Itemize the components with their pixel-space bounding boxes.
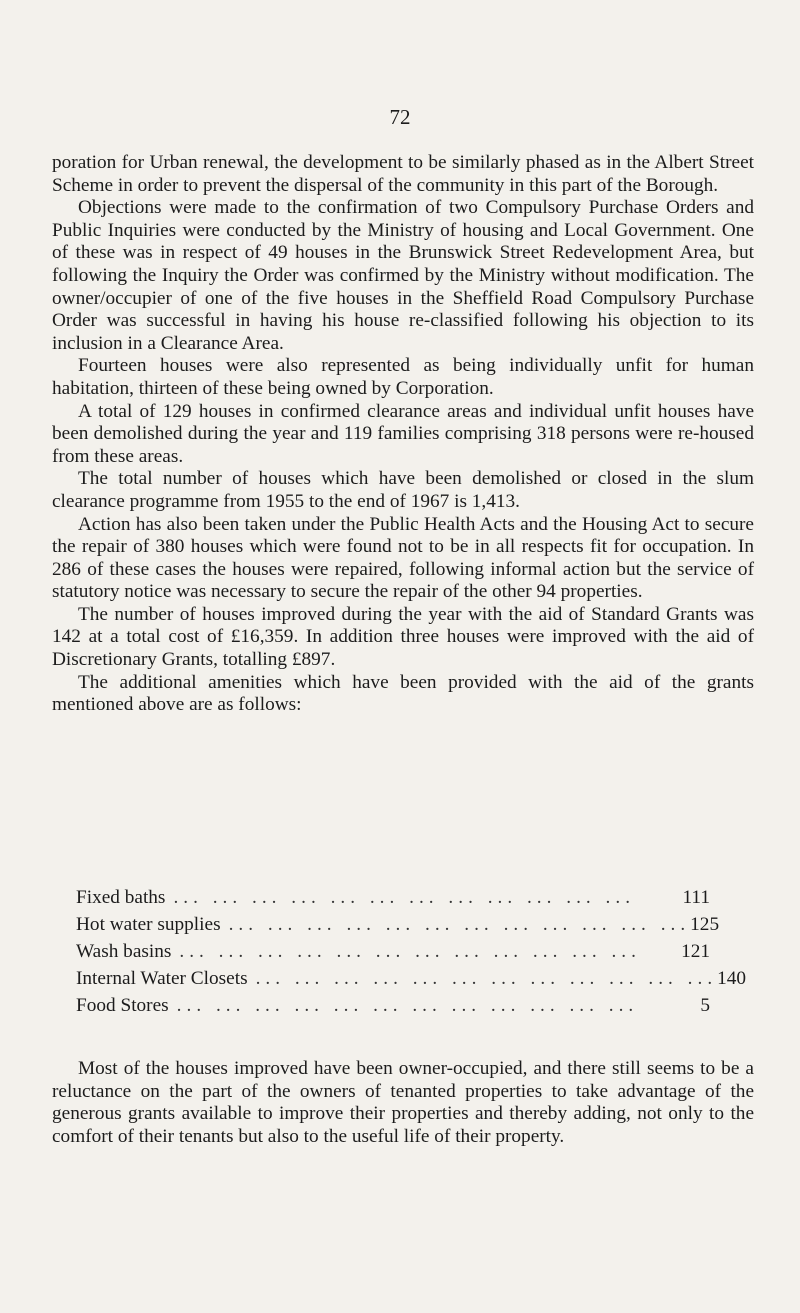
paragraph-continuation: poration for Urban renewal, the development to be similarly phased as in the Albert Street Scheme in order to prevent the dispersal of the community in this part of the Borough.: [52, 152, 754, 196]
amenity-count: 140: [717, 968, 747, 989]
paragraph-amenities-intro: The additional amenities which have been provided with the aid of the grants mentioned above are as follows:: [52, 671, 754, 716]
paragraph-slum-clearance-total: The total number of houses which have been demolished or closed in the slum clearance programme from 1955 to the end of 1967 is 1,413.: [52, 468, 754, 512]
body-text: [52, 152, 754, 717]
amenity-label: Internal Water Closets: [76, 968, 248, 989]
amenity-row: [76, 938, 710, 965]
amenity-count: 125: [690, 914, 720, 935]
paragraph-objections: Objections were made to the confirmation of two Compulsory Purchase Orders and Public Inquiries were conducted by the Ministry of housing and Local Government. One of these was in respect of 49 houses in the Brunswick Street Redevelopment Area, but following the Inquiry the Order was confirmed by the Ministry without modification. The owner/occupier of one of the five houses in the Sheffield Road Compulsory Purchase Order was successful in having his house re-classified following his objection to its inclusion in a Clearance Area.: [52, 197, 754, 354]
amenity-row: [76, 911, 720, 938]
amenity-row: [76, 884, 710, 911]
amenity-count: 5: [700, 995, 710, 1016]
amenity-label: Wash basins: [76, 941, 172, 962]
amenity-count: 111: [682, 887, 710, 908]
amenity-label: Hot water supplies: [76, 914, 221, 935]
paragraph-demolished: A total of 129 houses in confirmed clearance areas and individual unfit houses have been demolished during the year and 119 families comprising 318 persons were re-housed from these areas.: [52, 400, 754, 467]
amenity-row: [76, 965, 747, 992]
amenity-count: 121: [681, 941, 710, 962]
dot-leader: ... ... ... ... ... ... ... ... ... ... ... ...: [176, 995, 639, 1016]
paragraph-unfit-houses: Fourteen houses were also represented as being individually unfit for human habitation, thirteen of these being owned by Corporation.: [52, 355, 754, 399]
paragraph-standard-grants: The number of houses improved during the year with the aid of Standard Grants was 142 at a total cost of £16,359. In addition three houses were improved with the aid of Discretionary Grants, totalling £897.: [52, 603, 754, 671]
page-number: 72: [389, 105, 411, 129]
dot-leader: ... ... ... ... ... ... ... ... ... ... ... ...: [179, 941, 641, 962]
amenity-label: Food Stores: [76, 995, 169, 1016]
amenity-row: [76, 992, 710, 1019]
dot-leader: ... ... ... ... ... ... ... ... ... ... ... ...: [173, 887, 636, 908]
dot-leader: ... ... ... ... ... ... ... ... ... ... ... ...: [228, 914, 691, 935]
amenities-list: [76, 884, 747, 1019]
dot-leader: ... ... ... ... ... ... ... ... ... ... ... ...: [255, 968, 718, 989]
amenity-label: Fixed baths: [76, 887, 166, 908]
paragraph-closing: Most of the houses improved have been owner-occupied, and there still seems to be a reluctance on the part of the owners of tenanted properties to take advantage of the generous grants available to improve their properties and thereby adding, not only to the comfort of their tenants but also to the useful life of their property.: [52, 1058, 754, 1147]
paragraph-public-health-action: Action has also been taken under the Public Health Acts and the Housing Act to secure the repair of 380 houses which were found not to be in all respects fit for occupation. In 286 of these cases the houses were repaired, following informal action but the service of statutory notice was necessary to secure the repair of the other 94 properties.: [52, 513, 754, 603]
